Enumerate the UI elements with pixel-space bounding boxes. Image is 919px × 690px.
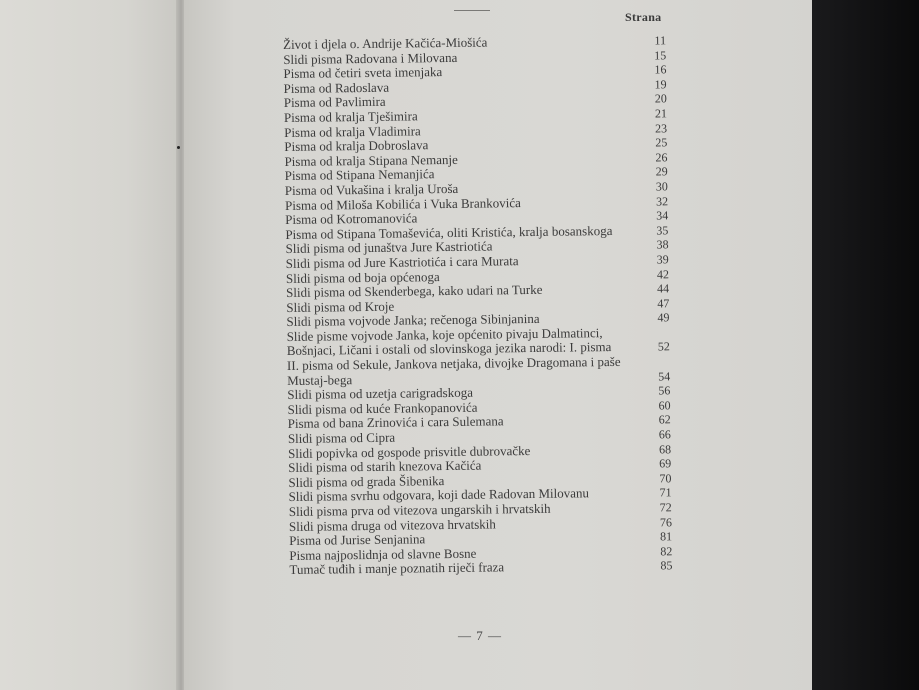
- toc-entry-page: 66: [658, 427, 671, 442]
- toc-entry-title: Slidi pisma od uzetja carigradskoga: [287, 384, 473, 403]
- toc-entry-page: 39: [656, 252, 669, 267]
- toc-entry-page: 70: [659, 471, 672, 486]
- toc-entry-title: Pisma od Pavlimira: [283, 94, 386, 111]
- toc-entry-title: Slidi pisma od Jure Kastriotića i cara Murata: [285, 253, 519, 271]
- toc-entry-title: Slidi pisma od starih knezova Kačića: [288, 457, 482, 476]
- toc-entry-page: 38: [656, 237, 669, 252]
- toc-entry-title: Slide pisme vojvode Janka, koje općenito pivaju Dalmatinci, Bošnjaci, Ličani i ostali od slovinskoga jezika narodi: I. pisma: [286, 324, 612, 359]
- toc-entry-page: 19: [654, 77, 667, 92]
- toc-entry-title: Tumač tuđih i manje poznatih riječi fraza: [289, 559, 505, 578]
- toc-entry-page: 85: [660, 558, 673, 573]
- toc-entry-page: 62: [658, 412, 671, 427]
- toc-entry-title: Pisma od četiri sveta imenjaka: [283, 64, 443, 82]
- dark-background: [812, 0, 919, 690]
- ink-speck: [177, 146, 180, 149]
- toc-entry-title: Slidi pisma druga od vitezova hrvatskih: [288, 516, 496, 534]
- toc-entry-page: 76: [659, 514, 673, 530]
- toc-entry-title: Slidi pisma od junaštva Jure Kastriotića: [285, 238, 493, 257]
- toc-entry-page: 47: [657, 295, 670, 311]
- top-rule: [454, 10, 490, 11]
- toc-entry-page: 54: [658, 368, 671, 384]
- toc-entry-title: Pisma od Stipana Tomaševića, oliti Kristića, kralja bosanskoga: [285, 222, 613, 242]
- toc-entry-title: Slidi pisma od kuće Frankopanovića: [287, 399, 478, 417]
- toc-entry-title: Slidi pisma vojvode Janka; rečenoga Sibinjanina: [286, 311, 540, 330]
- toc-entry-title: Slidi pisma od Skenderbega, kako udari na Turke: [286, 281, 543, 301]
- toc-entry-title: Pisma od Miloša Kobilića i Vuka Brankovića: [284, 194, 521, 213]
- toc-entry-title: Pisma od Radoslava: [283, 79, 390, 96]
- toc-entry-page: 72: [659, 500, 672, 515]
- toc-entry-title: Pisma od bana Zrinovića i cara Sulemana: [287, 413, 504, 432]
- toc-entry-title: II. pisma od Sekule, Jankova netjaka, divojke Dragomana i paše Mustaj-bega: [286, 353, 621, 388]
- toc-entry-title: Pisma od kralja Vladimira: [284, 122, 421, 140]
- toc-entry-page: 29: [655, 164, 668, 179]
- toc-entry-title: Pisma od Vukašina i kralja Uroša: [284, 180, 459, 198]
- toc-entry-page: 20: [654, 91, 667, 106]
- toc-entry-title: Slidi pisma prva od vitezova ungarskih i hrvatskih: [288, 500, 551, 519]
- toc-entry-page: 32: [655, 193, 669, 208]
- toc-entry-page: 26: [655, 150, 668, 165]
- toc-entry-page: 23: [655, 120, 668, 136]
- toc-entry-page: 30: [655, 179, 668, 194]
- toc-entry-page: 71: [659, 485, 672, 500]
- toc-entry-title: Pisma od Stipana Nemanjića: [284, 166, 435, 184]
- toc-entry-title: Pisma od Kotromanovića: [285, 210, 418, 228]
- toc-entry: [287, 354, 672, 388]
- toc-entry-page: 60: [658, 398, 671, 413]
- toc-entry-page: 16: [654, 62, 667, 77]
- toc-entry-page: 11: [654, 33, 667, 48]
- toc-entry-page: 52: [657, 339, 670, 354]
- toc-entry-title: Pisma od kralja Dobroslava: [284, 137, 429, 155]
- toc-entry-title: Pisma od Jurise Senjanina: [289, 531, 426, 549]
- toc-entry-page: 34: [656, 208, 669, 223]
- toc-entry-title: Slidi pisma Radovana i Milovana: [283, 49, 458, 67]
- toc-entry-title: Slidi pisma od Kroje: [286, 298, 395, 315]
- toc-entry-page: 21: [654, 106, 668, 121]
- toc-entry-title: Slidi pisma od grada Šibenika: [288, 472, 445, 490]
- toc-entry-title: Slidi pisma od Cipra: [287, 429, 396, 447]
- toc-entry-page: 15: [654, 47, 667, 63]
- toc-entry-page: 81: [660, 529, 673, 544]
- toc-entry-title: Slidi popivka od gospode prisvitle dubrovačke: [287, 442, 531, 461]
- toc-entry-title: Slidi pisma svrhu odgovara, koji dade Radovan Milovanu: [288, 485, 590, 505]
- toc-entry-title: Pisma najposlidnja od slavne Bosne: [289, 545, 477, 563]
- toc-entry-page: 42: [656, 266, 669, 281]
- toc-entry-page: 68: [658, 441, 672, 457]
- left-page: [0, 0, 180, 690]
- toc-entry-page: 69: [659, 456, 672, 471]
- toc-entry-page: 49: [657, 310, 670, 325]
- toc-entry-title: Slidi pisma od boja općenoga: [285, 268, 440, 286]
- toc-entry-page: 44: [657, 281, 670, 296]
- toc-entry-page: 56: [658, 383, 671, 398]
- column-header: Strana: [625, 10, 662, 24]
- toc-entry-title: Pisma od kralja Stipana Nemanje: [284, 151, 458, 169]
- toc-entry-title: Život i djela o. Andrije Kačića-Miošića: [282, 34, 488, 52]
- table-of-contents: [283, 33, 675, 578]
- toc-entry-title: Pisma od kralja Tješimira: [283, 108, 418, 125]
- toc-entry-page: 82: [660, 544, 673, 559]
- page-number: — 7 —: [458, 628, 502, 643]
- toc-entry-page: 35: [656, 223, 669, 238]
- toc-entry-page: 25: [655, 135, 668, 150]
